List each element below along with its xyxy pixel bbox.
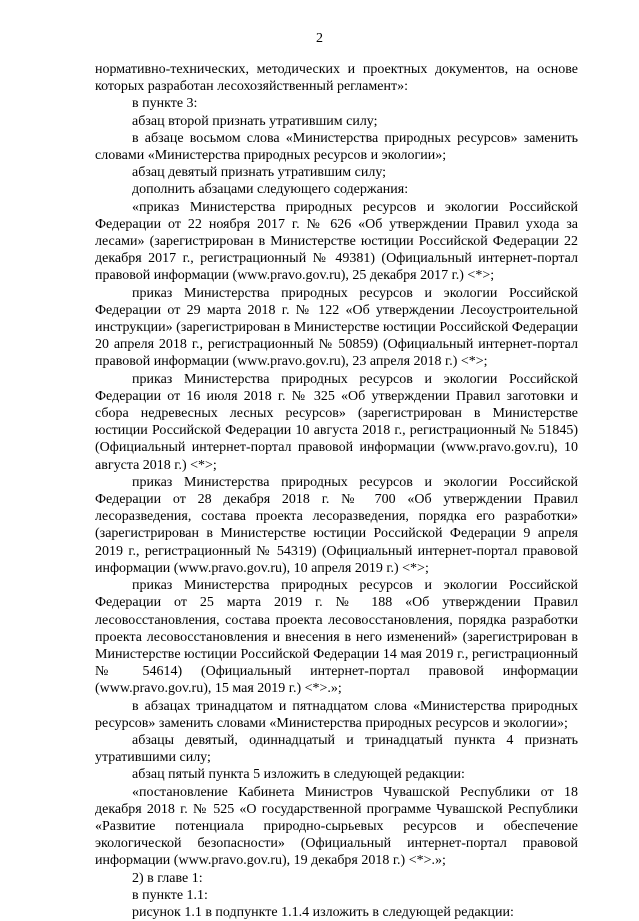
paragraph: абзацы девятый, одиннадцатый и тринадцатый пункта 4 признать утратившими силу; [95, 732, 578, 766]
paragraph: рисунок 1.1 в подпункте 1.1.4 изложить в следующей редакции: [132, 904, 514, 920]
paragraph: в абзацах тринадцатом и пятнадцатом слова «Министерства природных ресурсов» заменить словами «Министерства природных ресурсов и экологии»; [95, 698, 578, 731]
paragraph: приказ Министерства природных ресурсов и экологии Российской Федерации от 28 декабря 2018 г. № 700 «Об утверждении Правил лесоразведения, состава проекта лесоразведения, порядка его разработки» (зарегистрирован в Министерстве юстиции Российской Федерации 9 апреля 2019 г., регистрационный № 54319) (Официальный интернет-портал правовой информации (www.pravo.gov.ru), 10 апреля 2019 г.) <*>; [95, 474, 578, 576]
page-number: 2 [316, 31, 323, 46]
paragraph: «приказ Министерства природных ресурсов и экологии Российской Федерации от 22 ноября 2017 г. № 626 «Об утверждении Правил ухода за лесами» (зарегистрирован в Министерстве юстиции Российской Федерации 22 декабря 2017 г., регистрационный № 49381) (Официальный интернет-портал правовой информации (www.pravo.gov.ru), 25 декабря 2017 г.) <*>; [95, 199, 578, 284]
paragraph: в пункте 1.1: [132, 887, 208, 903]
paragraph: нормативно-технических, методических и проектных документов, на основе которых разработан лесохозяйственный регламент»: [95, 62, 578, 95]
paragraph: абзац пятый пункта 5 изложить в следующей редакции: [132, 767, 465, 783]
paragraph: абзац девятый признать утратившим силу; [132, 165, 387, 181]
paragraph: абзац второй признать утратившим силу; [132, 113, 378, 129]
paragraph: 2) в главе 1: [132, 870, 203, 886]
paragraph: приказ Министерства природных ресурсов и экологии Российской Федерации от 29 марта 2018 г. № 122 «Об утверждении Лесоустроительной инструкции» (зарегистрирован в Министерстве юстиции Российской Федерации 20 апреля 2018 г., регистрационный № 50859) (Официальный интернет-портал правовой информации (www.pravo.gov.ru), 23 апреля 2018 г.) <*>; [95, 285, 578, 370]
document-body [95, 61, 578, 921]
paragraph: дополнить абзацами следующего содержания: [132, 182, 409, 198]
paragraph: приказ Министерства природных ресурсов и экологии Российской Федерации от 25 марта 2019 г. № 188 «Об утверждении Правил лесовосстановления, состава проекта лесовосстановления, порядка разработки проекта лесовосстановления и внесения в него изменений» (зарегистрирован в Министерстве юстиции Российской Федерации 14 мая 2019 г., регистрационный № 54614) (Официальный интернет-портал правовой информации (www.pravo.gov.ru), 15 мая 2019 г.) <*>.»; [95, 578, 578, 697]
paragraph: в абзаце восьмом слова «Министерства природных ресурсов» заменить словами «Министерства природных ресурсов и экологии»; [95, 130, 578, 164]
paragraph: «постановление Кабинета Министров Чувашской Республики от 18 декабря 2018 г. № 525 «О государственной программе Чувашской Республики «Развитие потенциала природно-сырьевых ресурсов и обеспечение экологической безопасности» (Официальный интернет-портал правовой информации (www.pravo.gov.ru), 19 декабря 2018 г.) <*>.»; [95, 784, 578, 869]
paragraph: в пункте 3: [132, 96, 198, 112]
paragraph: приказ Министерства природных ресурсов и экологии Российской Федерации от 16 июля 2018 г. № 325 «Об утверждении Правил заготовки и сбора недревесных лесных ресурсов» (зарегистрирован в Министерстве юстиции Российской Федерации 10 августа 2018 г., регистрационный № 51845) (Официальный интернет-портал правовой информации (www.pravo.gov.ru), 10 августа 2018 г.) <*>; [95, 371, 578, 473]
